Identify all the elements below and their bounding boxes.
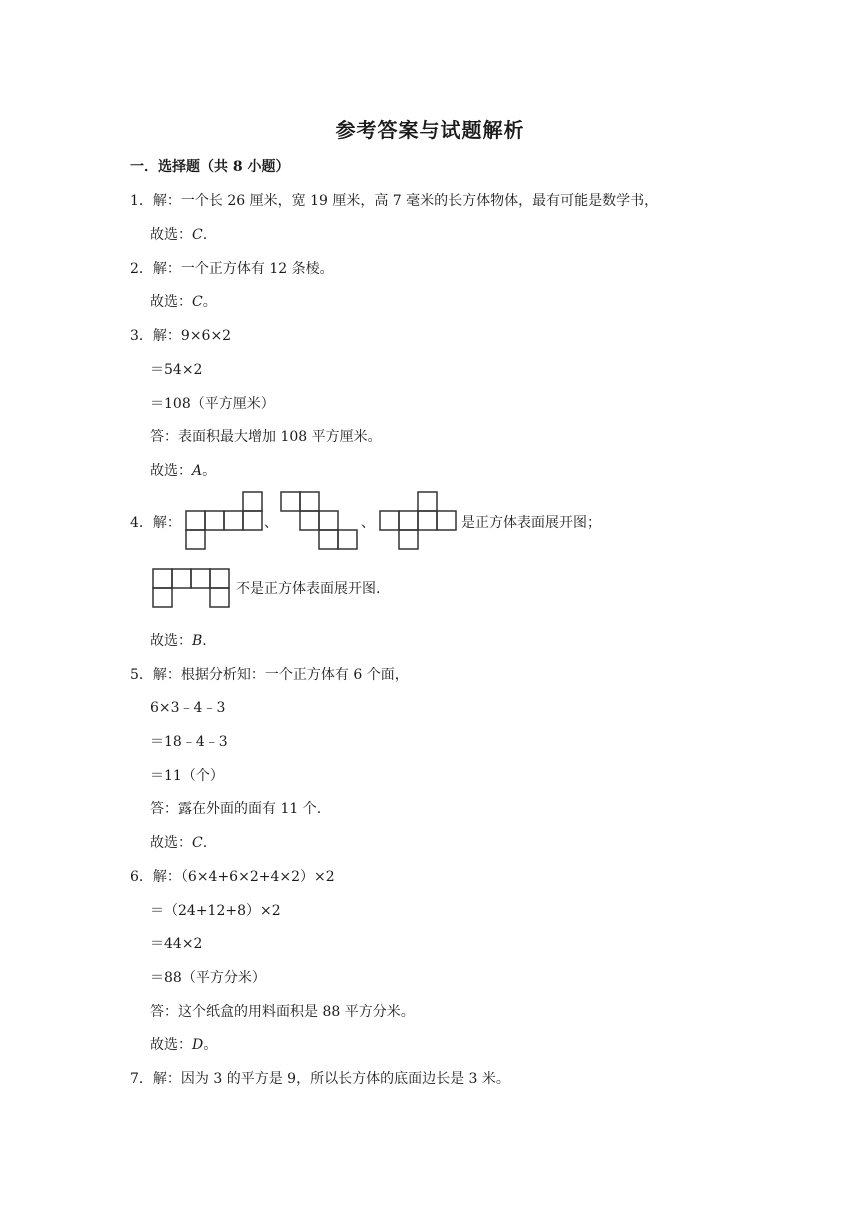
q4-lead: 4．解： bbox=[130, 515, 181, 531]
q6-step-2: ＝44×2 bbox=[150, 936, 203, 952]
q4-answer: 故选：B. bbox=[150, 633, 207, 649]
q1-solution: 1．解：一个长 26 厘米，宽 19 厘米，高 7 毫米的长方体物体，最有可能是数学书， bbox=[130, 193, 659, 209]
q5-solution: 5．解：根据分析知：一个正方体有 6 个面， bbox=[130, 667, 409, 683]
q4-statement-1: 是正方体表面展开图； bbox=[461, 515, 601, 531]
q5-step-1: 6×3﹣4﹣3 bbox=[150, 700, 226, 716]
q1-answer: 故选：C. bbox=[150, 227, 208, 243]
q3-solution: 3．解：9×6×2 bbox=[130, 328, 232, 344]
q2-solution: 2．解：一个正方体有 12 条棱。 bbox=[130, 261, 334, 277]
q5-step-3: ＝11（个） bbox=[150, 768, 224, 784]
q6-answer: 故选：D。 bbox=[150, 1037, 218, 1053]
cube-net-figure-2 bbox=[279, 491, 359, 551]
q3-answer: 故选：A。 bbox=[150, 463, 217, 479]
q3-step-1: ＝54×2 bbox=[150, 362, 203, 378]
q4-statement-2: 不是正方体表面展开图. bbox=[236, 581, 381, 597]
q5-conclusion: 答：露在外面的面有 11 个. bbox=[150, 801, 322, 817]
q5-answer: 故选：C. bbox=[150, 835, 208, 851]
q6-conclusion: 答：这个纸盒的用料面积是 88 平方分米。 bbox=[150, 1004, 415, 1020]
q7-solution: 7．解：因为 3 的平方是 9，所以长方体的底面边长是 3 米。 bbox=[130, 1071, 510, 1087]
cube-net-figure-3 bbox=[378, 491, 460, 551]
q3-step-2: ＝108（平方厘米） bbox=[150, 396, 275, 412]
cube-net-figure-4 bbox=[150, 565, 234, 611]
q6-step-3: ＝88（平方分米） bbox=[150, 970, 266, 986]
q3-conclusion: 答：表面积最大增加 108 平方厘米。 bbox=[150, 429, 382, 445]
page-title: 参考答案与试题解析 bbox=[335, 118, 525, 142]
q6-step-1: ＝（24+12+8）×2 bbox=[150, 903, 281, 919]
q4-separator-1: 、 bbox=[264, 515, 278, 531]
q5-step-2: ＝18﹣4﹣3 bbox=[150, 734, 228, 750]
section-heading: 一．选择题（共 8 小题） bbox=[130, 159, 290, 175]
cube-net-figure-1 bbox=[183, 491, 263, 551]
q2-answer: 故选：C。 bbox=[150, 294, 217, 310]
q4-separator-2: 、 bbox=[361, 515, 375, 531]
q6-solution: 6．解：（6×4+6×2+4×2）×2 bbox=[130, 869, 335, 885]
